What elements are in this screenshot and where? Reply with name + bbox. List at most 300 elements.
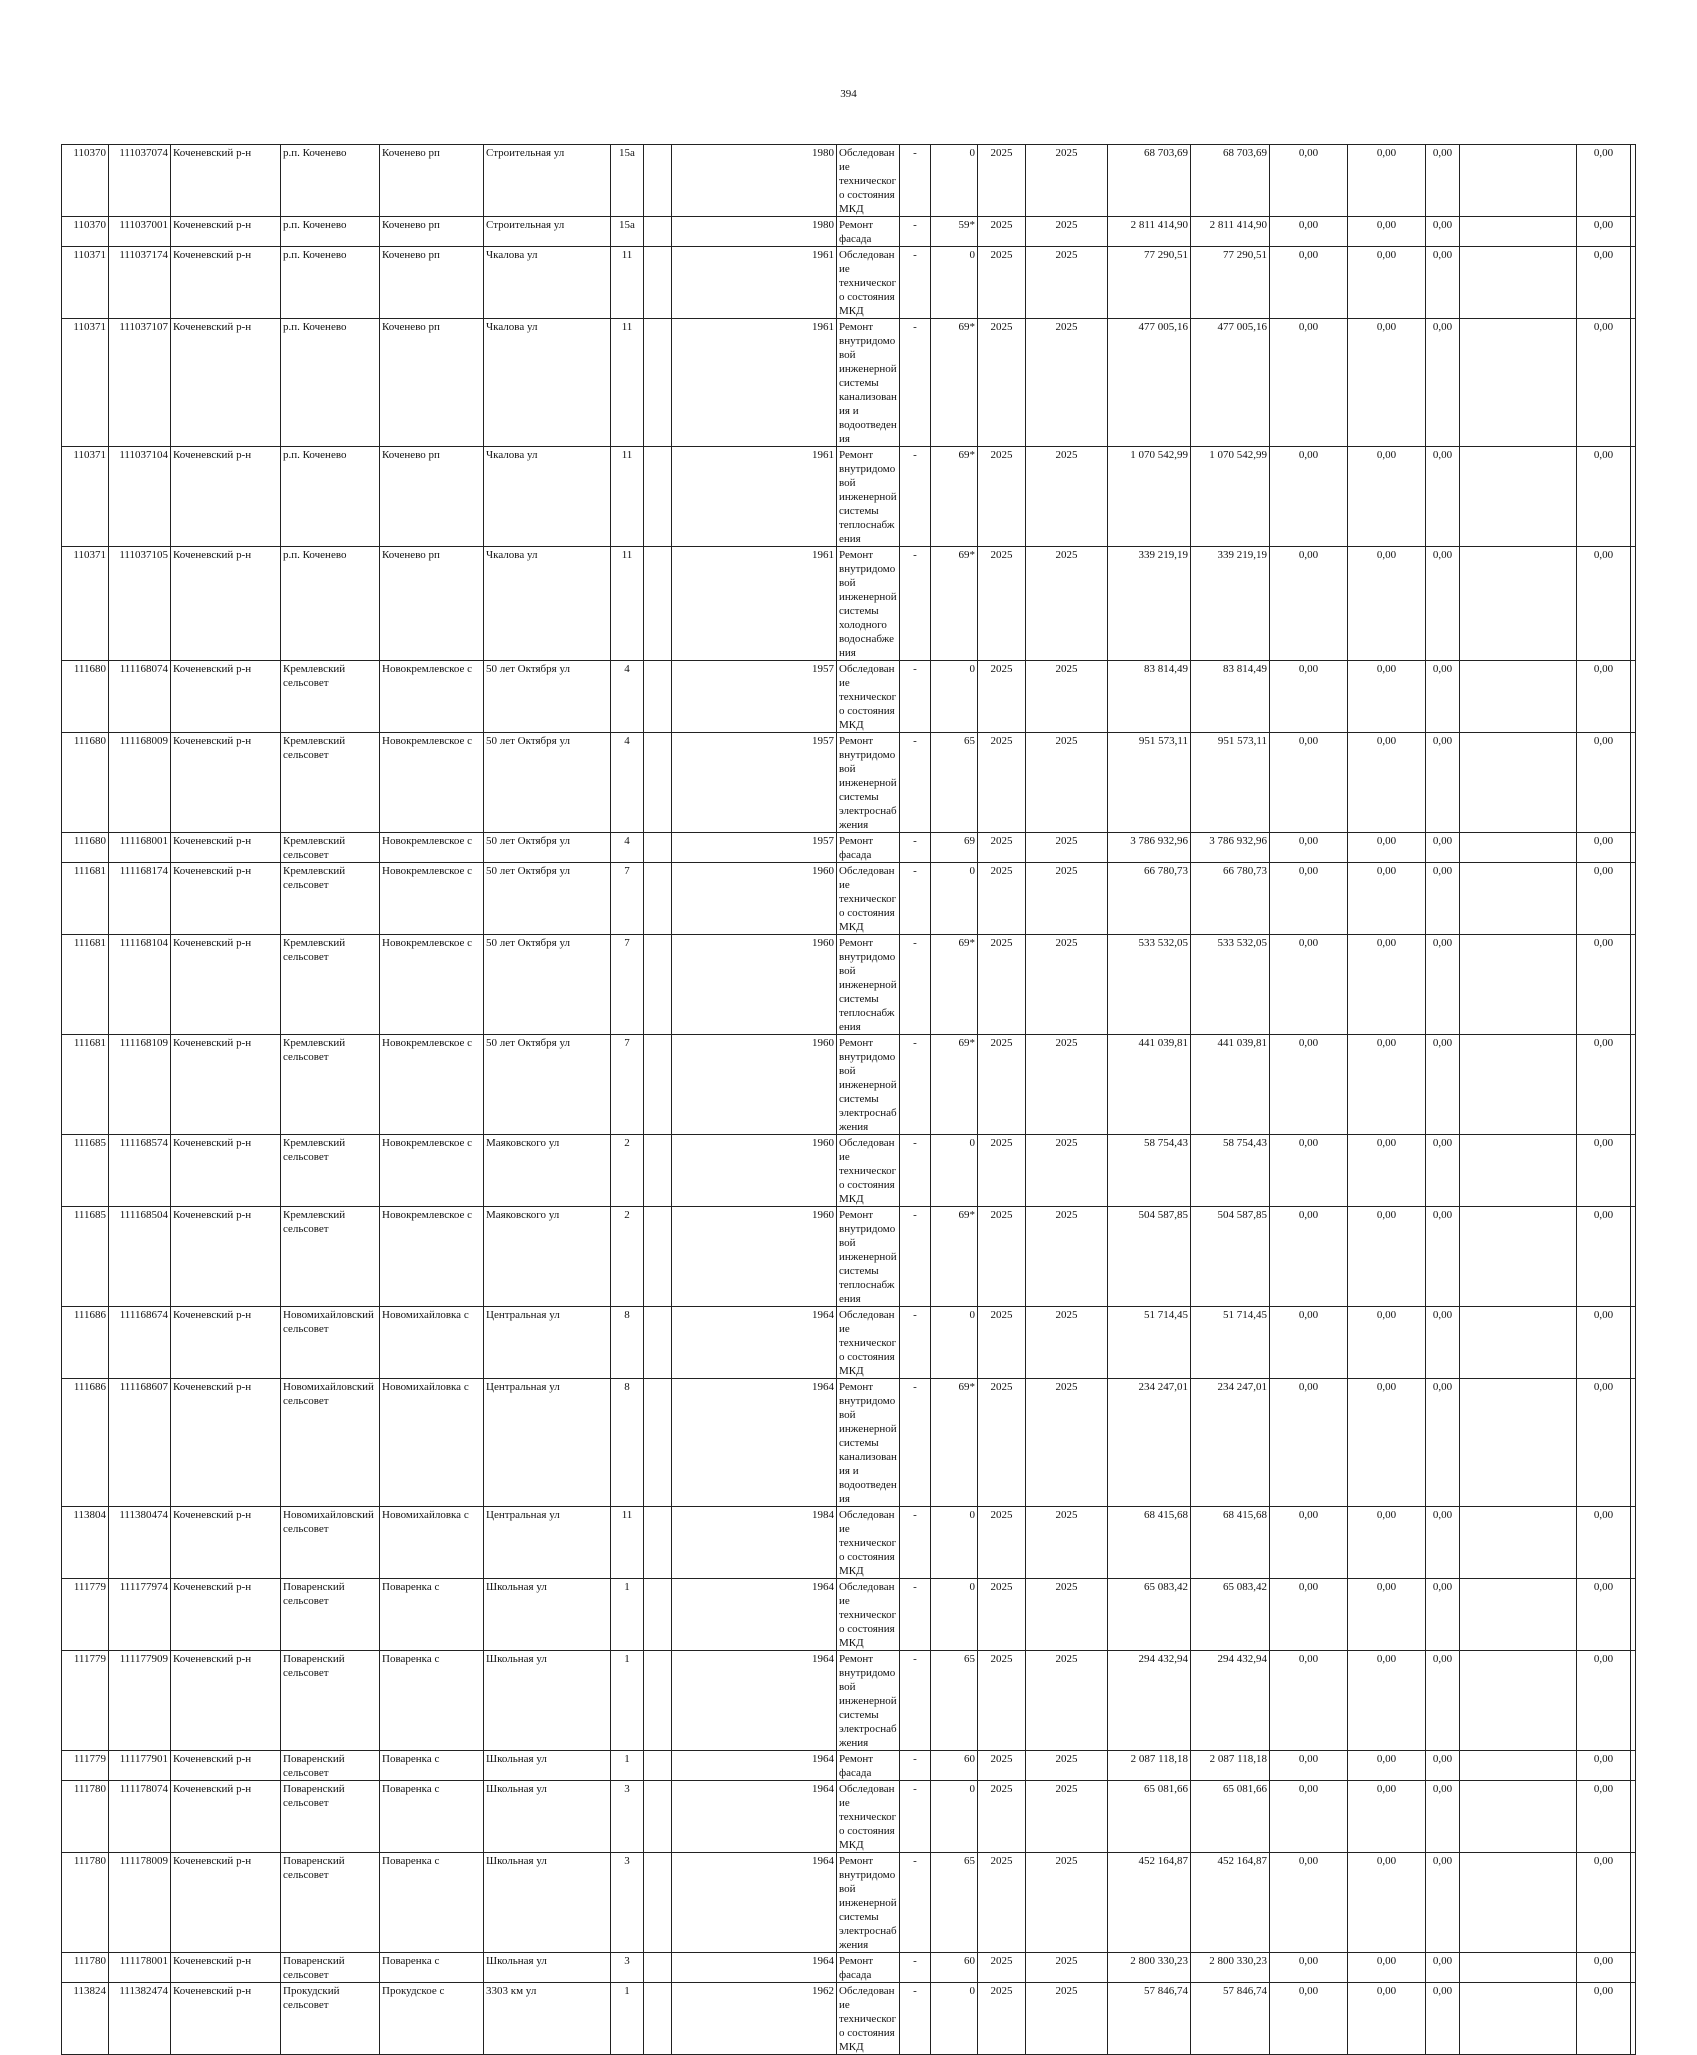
cell-empty <box>1460 1307 1577 1379</box>
cell-total: 951 573,11 <box>1108 733 1191 833</box>
cell-dash: - <box>900 1983 931 2055</box>
cell-end: 2025 <box>1026 217 1108 247</box>
cell-municipality: Кремлевский сельсовет <box>281 733 380 833</box>
cell-v4: 0,00 <box>1577 247 1631 319</box>
cell-amount: 65 083,42 <box>1191 1579 1270 1651</box>
table-row <box>62 1751 1636 1781</box>
cell-v1: 0,00 <box>1270 145 1348 217</box>
cell-end: 2025 <box>1026 833 1108 863</box>
cell-start: 2025 <box>978 447 1026 547</box>
cell-municipality: р.п. Коченево <box>281 547 380 661</box>
cell-year: 1964 <box>672 1953 837 1983</box>
cell-wear: 0 <box>931 1579 978 1651</box>
cell-empty <box>1460 1953 1577 1983</box>
cell-dash: - <box>900 1751 931 1781</box>
cell-dash: - <box>900 1379 931 1507</box>
cell-code: 111680 <box>62 661 109 733</box>
cell-empty <box>644 1035 672 1135</box>
cell-settlement: Поваренка с <box>380 1651 484 1751</box>
cell-house: 1 <box>611 1579 644 1651</box>
cell-empty <box>1631 661 1636 733</box>
cell-amount: 2 811 414,90 <box>1191 217 1270 247</box>
cell-work: Ремонт внутридомовой инженерной системы канализования и водоотведения <box>837 319 900 447</box>
cell-district: Коченевский р-н <box>171 447 281 547</box>
cell-settlement: Новокремлевское с <box>380 935 484 1035</box>
cell-v1: 0,00 <box>1270 447 1348 547</box>
cell-empty <box>1631 319 1636 447</box>
cell-v1: 0,00 <box>1270 247 1348 319</box>
cell-empty <box>644 1781 672 1853</box>
cell-start: 2025 <box>978 1379 1026 1507</box>
cell-wear: 0 <box>931 661 978 733</box>
cell-district: Коченевский р-н <box>171 1953 281 1983</box>
cell-total: 66 780,73 <box>1108 863 1191 935</box>
cell-work: Обследование технического состояния МКД <box>837 1135 900 1207</box>
cell-end: 2025 <box>1026 1953 1108 1983</box>
cell-empty <box>644 1853 672 1953</box>
cell-work: Ремонт внутридомовой инженерной системы канализования и водоотведения <box>837 1379 900 1507</box>
cell-municipality: Кремлевский сельсовет <box>281 863 380 935</box>
cell-v1: 0,00 <box>1270 1953 1348 1983</box>
cell-code: 111779 <box>62 1751 109 1781</box>
cell-v2: 0,00 <box>1348 1035 1426 1135</box>
cell-empty <box>1460 547 1577 661</box>
cell-house: 15а <box>611 217 644 247</box>
cell-end: 2025 <box>1026 319 1108 447</box>
cell-end: 2025 <box>1026 733 1108 833</box>
cell-v3: 0,00 <box>1426 145 1460 217</box>
cell-municipality: р.п. Коченево <box>281 447 380 547</box>
cell-v4: 0,00 <box>1577 1035 1631 1135</box>
cell-total: 83 814,49 <box>1108 661 1191 733</box>
page-number: 394 <box>840 88 857 100</box>
cell-v4: 0,00 <box>1577 1953 1631 1983</box>
cell-empty <box>1631 1207 1636 1307</box>
cell-start: 2025 <box>978 1853 1026 1953</box>
cell-v4: 0,00 <box>1577 1651 1631 1751</box>
cell-empty <box>644 863 672 935</box>
cell-empty <box>644 1307 672 1379</box>
cell-v4: 0,00 <box>1577 1983 1631 2055</box>
cell-v1: 0,00 <box>1270 1579 1348 1651</box>
cell-work: Ремонт фасада <box>837 833 900 863</box>
cell-empty <box>644 145 672 217</box>
cell-id: 111168574 <box>109 1135 171 1207</box>
cell-v2: 0,00 <box>1348 1651 1426 1751</box>
cell-empty <box>1631 1507 1636 1579</box>
cell-v4: 0,00 <box>1577 319 1631 447</box>
cell-code: 110371 <box>62 547 109 661</box>
cell-empty <box>1460 217 1577 247</box>
table-row <box>62 1035 1636 1135</box>
cell-v4: 0,00 <box>1577 733 1631 833</box>
cell-id: 111382474 <box>109 1983 171 2055</box>
cell-start: 2025 <box>978 247 1026 319</box>
cell-settlement: Новокремлевское с <box>380 863 484 935</box>
cell-empty <box>644 661 672 733</box>
cell-v1: 0,00 <box>1270 319 1348 447</box>
cell-street: 50 лет Октября ул <box>484 833 611 863</box>
table-row <box>62 547 1636 661</box>
cell-v1: 0,00 <box>1270 1781 1348 1853</box>
cell-year: 1957 <box>672 833 837 863</box>
cell-empty <box>644 1953 672 1983</box>
table-row <box>62 863 1636 935</box>
cell-v2: 0,00 <box>1348 935 1426 1035</box>
cell-code: 111686 <box>62 1307 109 1379</box>
cell-code: 111779 <box>62 1651 109 1751</box>
cell-district: Коченевский р-н <box>171 547 281 661</box>
cell-v2: 0,00 <box>1348 1507 1426 1579</box>
cell-end: 2025 <box>1026 145 1108 217</box>
cell-v2: 0,00 <box>1348 1207 1426 1307</box>
cell-total: 3 786 932,96 <box>1108 833 1191 863</box>
cell-total: 441 039,81 <box>1108 1035 1191 1135</box>
cell-id: 111168001 <box>109 833 171 863</box>
table-row <box>62 661 1636 733</box>
cell-v1: 0,00 <box>1270 733 1348 833</box>
cell-district: Коченевский р-н <box>171 733 281 833</box>
cell-total: 533 532,05 <box>1108 935 1191 1035</box>
cell-street: Центральная ул <box>484 1507 611 1579</box>
cell-v3: 0,00 <box>1426 1781 1460 1853</box>
cell-street: 50 лет Октября ул <box>484 935 611 1035</box>
cell-end: 2025 <box>1026 661 1108 733</box>
cell-wear: 60 <box>931 1751 978 1781</box>
cell-v1: 0,00 <box>1270 863 1348 935</box>
cell-v1: 0,00 <box>1270 1207 1348 1307</box>
cell-v1: 0,00 <box>1270 661 1348 733</box>
cell-work: Ремонт внутридомовой инженерной системы электроснабжения <box>837 1651 900 1751</box>
cell-code: 110370 <box>62 145 109 217</box>
cell-v2: 0,00 <box>1348 1307 1426 1379</box>
cell-work: Ремонт внутридомовой инженерной системы электроснабжения <box>837 733 900 833</box>
cell-year: 1964 <box>672 1853 837 1953</box>
cell-dash: - <box>900 547 931 661</box>
cell-v3: 0,00 <box>1426 1207 1460 1307</box>
cell-amount: 83 814,49 <box>1191 661 1270 733</box>
cell-house: 2 <box>611 1207 644 1307</box>
cell-settlement: Поваренка с <box>380 1781 484 1853</box>
cell-district: Коченевский р-н <box>171 1379 281 1507</box>
cell-work: Обследование технического состояния МКД <box>837 247 900 319</box>
cell-street: 50 лет Октября ул <box>484 661 611 733</box>
cell-start: 2025 <box>978 1307 1026 1379</box>
cell-district: Коченевский р-н <box>171 1307 281 1379</box>
cell-wear: 0 <box>931 1135 978 1207</box>
cell-wear: 69* <box>931 447 978 547</box>
table-body <box>62 145 1636 2055</box>
cell-id: 111168174 <box>109 863 171 935</box>
cell-wear: 69* <box>931 547 978 661</box>
cell-house: 11 <box>611 247 644 319</box>
cell-settlement: Новомихайловка с <box>380 1507 484 1579</box>
cell-end: 2025 <box>1026 1651 1108 1751</box>
cell-settlement: Новокремлевское с <box>380 733 484 833</box>
cell-v3: 0,00 <box>1426 1135 1460 1207</box>
cell-v3: 0,00 <box>1426 1751 1460 1781</box>
cell-district: Коченевский р-н <box>171 833 281 863</box>
cell-work: Обследование технического состояния МКД <box>837 1579 900 1651</box>
cell-code: 111780 <box>62 1853 109 1953</box>
cell-end: 2025 <box>1026 1853 1108 1953</box>
cell-municipality: р.п. Коченево <box>281 247 380 319</box>
cell-wear: 0 <box>931 1307 978 1379</box>
cell-v1: 0,00 <box>1270 217 1348 247</box>
cell-v2: 0,00 <box>1348 863 1426 935</box>
cell-municipality: Поваренский сельсовет <box>281 1781 380 1853</box>
cell-amount: 477 005,16 <box>1191 319 1270 447</box>
cell-amount: 2 800 330,23 <box>1191 1953 1270 1983</box>
table-row <box>62 833 1636 863</box>
table-row <box>62 1207 1636 1307</box>
cell-v2: 0,00 <box>1348 145 1426 217</box>
cell-empty <box>1460 1507 1577 1579</box>
cell-code: 111685 <box>62 1135 109 1207</box>
cell-house: 8 <box>611 1307 644 1379</box>
cell-work: Ремонт внутридомовой инженерной системы теплоснабжения <box>837 935 900 1035</box>
cell-code: 111680 <box>62 833 109 863</box>
cell-settlement: Поваренка с <box>380 1953 484 1983</box>
cell-empty <box>1460 833 1577 863</box>
cell-street: Центральная ул <box>484 1307 611 1379</box>
cell-code: 110371 <box>62 447 109 547</box>
cell-street: Школьная ул <box>484 1651 611 1751</box>
cell-settlement: Коченево рп <box>380 145 484 217</box>
cell-total: 51 714,45 <box>1108 1307 1191 1379</box>
cell-dash: - <box>900 1651 931 1751</box>
cell-municipality: Кремлевский сельсовет <box>281 935 380 1035</box>
cell-id: 111380474 <box>109 1507 171 1579</box>
cell-municipality: Кремлевский сельсовет <box>281 1207 380 1307</box>
cell-code: 111680 <box>62 733 109 833</box>
cell-dash: - <box>900 833 931 863</box>
cell-district: Коченевский р-н <box>171 1983 281 2055</box>
cell-v3: 0,00 <box>1426 1379 1460 1507</box>
cell-settlement: Новокремлевское с <box>380 661 484 733</box>
cell-work: Ремонт внутридомовой инженерной системы холодного водоснабжения <box>837 547 900 661</box>
cell-start: 2025 <box>978 547 1026 661</box>
table-row <box>62 1953 1636 1983</box>
cell-id: 111037105 <box>109 547 171 661</box>
cell-wear: 0 <box>931 145 978 217</box>
cell-v4: 0,00 <box>1577 833 1631 863</box>
cell-house: 1 <box>611 1751 644 1781</box>
cell-total: 77 290,51 <box>1108 247 1191 319</box>
cell-year: 1964 <box>672 1751 837 1781</box>
cell-v1: 0,00 <box>1270 1751 1348 1781</box>
cell-v2: 0,00 <box>1348 1579 1426 1651</box>
cell-v3: 0,00 <box>1426 1651 1460 1751</box>
cell-settlement: Поваренка с <box>380 1853 484 1953</box>
cell-end: 2025 <box>1026 863 1108 935</box>
cell-id: 111037107 <box>109 319 171 447</box>
cell-v2: 0,00 <box>1348 1953 1426 1983</box>
cell-v4: 0,00 <box>1577 863 1631 935</box>
cell-year: 1961 <box>672 247 837 319</box>
cell-amount: 1 070 542,99 <box>1191 447 1270 547</box>
cell-house: 8 <box>611 1379 644 1507</box>
cell-v4: 0,00 <box>1577 447 1631 547</box>
cell-wear: 69 <box>931 833 978 863</box>
cell-district: Коченевский р-н <box>171 1781 281 1853</box>
cell-code: 111686 <box>62 1379 109 1507</box>
cell-year: 1957 <box>672 661 837 733</box>
cell-end: 2025 <box>1026 1379 1108 1507</box>
cell-empty <box>1631 217 1636 247</box>
cell-street: Школьная ул <box>484 1853 611 1953</box>
cell-municipality: Прокудский сельсовет <box>281 1983 380 2055</box>
cell-district: Коченевский р-н <box>171 935 281 1035</box>
cell-year: 1962 <box>672 1983 837 2055</box>
cell-year: 1984 <box>672 1507 837 1579</box>
cell-dash: - <box>900 863 931 935</box>
cell-empty <box>1460 1035 1577 1135</box>
cell-total: 234 247,01 <box>1108 1379 1191 1507</box>
cell-work: Обследование технического состояния МКД <box>837 1781 900 1853</box>
cell-house: 7 <box>611 863 644 935</box>
cell-total: 65 083,42 <box>1108 1579 1191 1651</box>
cell-municipality: р.п. Коченево <box>281 145 380 217</box>
cell-house: 4 <box>611 661 644 733</box>
cell-street: Школьная ул <box>484 1751 611 1781</box>
cell-empty <box>1631 1953 1636 1983</box>
cell-dash: - <box>900 1207 931 1307</box>
cell-id: 111177974 <box>109 1579 171 1651</box>
table-row <box>62 1579 1636 1651</box>
cell-wear: 65 <box>931 1853 978 1953</box>
cell-start: 2025 <box>978 217 1026 247</box>
cell-house: 11 <box>611 1507 644 1579</box>
cell-v4: 0,00 <box>1577 1207 1631 1307</box>
cell-code: 110370 <box>62 217 109 247</box>
cell-house: 7 <box>611 1035 644 1135</box>
cell-empty <box>644 1983 672 2055</box>
cell-empty <box>1631 733 1636 833</box>
cell-start: 2025 <box>978 1579 1026 1651</box>
cell-start: 2025 <box>978 145 1026 217</box>
cell-settlement: Прокудское с <box>380 1983 484 2055</box>
table-row <box>62 1135 1636 1207</box>
cell-empty <box>1460 1853 1577 1953</box>
cell-empty <box>644 1651 672 1751</box>
cell-work: Ремонт внутридомовой инженерной системы теплоснабжения <box>837 447 900 547</box>
cell-street: Чкалова ул <box>484 319 611 447</box>
cell-house: 4 <box>611 833 644 863</box>
cell-street: Маяковского ул <box>484 1135 611 1207</box>
cell-v4: 0,00 <box>1577 935 1631 1035</box>
cell-municipality: Новомихайловский сельсовет <box>281 1507 380 1579</box>
cell-v2: 0,00 <box>1348 1751 1426 1781</box>
cell-v2: 0,00 <box>1348 1379 1426 1507</box>
cell-v4: 0,00 <box>1577 1751 1631 1781</box>
cell-settlement: Поваренка с <box>380 1579 484 1651</box>
cell-street: 50 лет Октября ул <box>484 733 611 833</box>
cell-year: 1960 <box>672 1135 837 1207</box>
cell-empty <box>1460 935 1577 1035</box>
cell-house: 4 <box>611 733 644 833</box>
repair-plan-table <box>61 144 1636 2055</box>
cell-v3: 0,00 <box>1426 1035 1460 1135</box>
cell-empty <box>1460 1983 1577 2055</box>
cell-empty <box>644 1507 672 1579</box>
cell-dash: - <box>900 661 931 733</box>
cell-code: 111685 <box>62 1207 109 1307</box>
cell-id: 111177909 <box>109 1651 171 1751</box>
cell-municipality: Поваренский сельсовет <box>281 1651 380 1751</box>
cell-year: 1964 <box>672 1781 837 1853</box>
cell-empty <box>644 1207 672 1307</box>
cell-settlement: Коченево рп <box>380 217 484 247</box>
cell-v4: 0,00 <box>1577 661 1631 733</box>
cell-amount: 66 780,73 <box>1191 863 1270 935</box>
cell-v3: 0,00 <box>1426 547 1460 661</box>
cell-wear: 0 <box>931 1781 978 1853</box>
cell-end: 2025 <box>1026 1579 1108 1651</box>
cell-wear: 65 <box>931 733 978 833</box>
cell-v2: 0,00 <box>1348 1853 1426 1953</box>
cell-empty <box>1460 661 1577 733</box>
cell-v4: 0,00 <box>1577 1579 1631 1651</box>
cell-v3: 0,00 <box>1426 1507 1460 1579</box>
cell-v3: 0,00 <box>1426 1307 1460 1379</box>
cell-v2: 0,00 <box>1348 1781 1426 1853</box>
cell-district: Коченевский р-н <box>171 1579 281 1651</box>
cell-empty <box>644 319 672 447</box>
cell-v1: 0,00 <box>1270 1135 1348 1207</box>
cell-house: 7 <box>611 935 644 1035</box>
cell-settlement: Новокремлевское с <box>380 1135 484 1207</box>
cell-empty <box>1631 1035 1636 1135</box>
cell-id: 111037001 <box>109 217 171 247</box>
cell-work: Обследование технического состояния МКД <box>837 1307 900 1379</box>
cell-empty <box>644 547 672 661</box>
cell-empty <box>1460 863 1577 935</box>
cell-municipality: Новомихайловский сельсовет <box>281 1379 380 1507</box>
cell-empty <box>1460 319 1577 447</box>
cell-street: Строительная ул <box>484 217 611 247</box>
cell-house: 11 <box>611 447 644 547</box>
cell-end: 2025 <box>1026 547 1108 661</box>
cell-v3: 0,00 <box>1426 733 1460 833</box>
cell-start: 2025 <box>978 661 1026 733</box>
cell-empty <box>1631 1307 1636 1379</box>
cell-code: 111681 <box>62 863 109 935</box>
cell-total: 68 703,69 <box>1108 145 1191 217</box>
table-row <box>62 217 1636 247</box>
cell-empty <box>644 447 672 547</box>
cell-v3: 0,00 <box>1426 833 1460 863</box>
cell-end: 2025 <box>1026 1035 1108 1135</box>
cell-v3: 0,00 <box>1426 1983 1460 2055</box>
cell-settlement: Новокремлевское с <box>380 1207 484 1307</box>
cell-wear: 60 <box>931 1953 978 1983</box>
cell-empty <box>1460 1651 1577 1751</box>
cell-amount: 3 786 932,96 <box>1191 833 1270 863</box>
table-row <box>62 1307 1636 1379</box>
table-row <box>62 145 1636 217</box>
cell-v2: 0,00 <box>1348 447 1426 547</box>
cell-work: Обследование технического состояния МКД <box>837 863 900 935</box>
cell-municipality: Поваренский сельсовет <box>281 1853 380 1953</box>
cell-house: 3 <box>611 1781 644 1853</box>
cell-start: 2025 <box>978 733 1026 833</box>
cell-dash: - <box>900 1307 931 1379</box>
cell-empty <box>644 1579 672 1651</box>
cell-street: Центральная ул <box>484 1379 611 1507</box>
cell-total: 477 005,16 <box>1108 319 1191 447</box>
cell-amount: 51 714,45 <box>1191 1307 1270 1379</box>
